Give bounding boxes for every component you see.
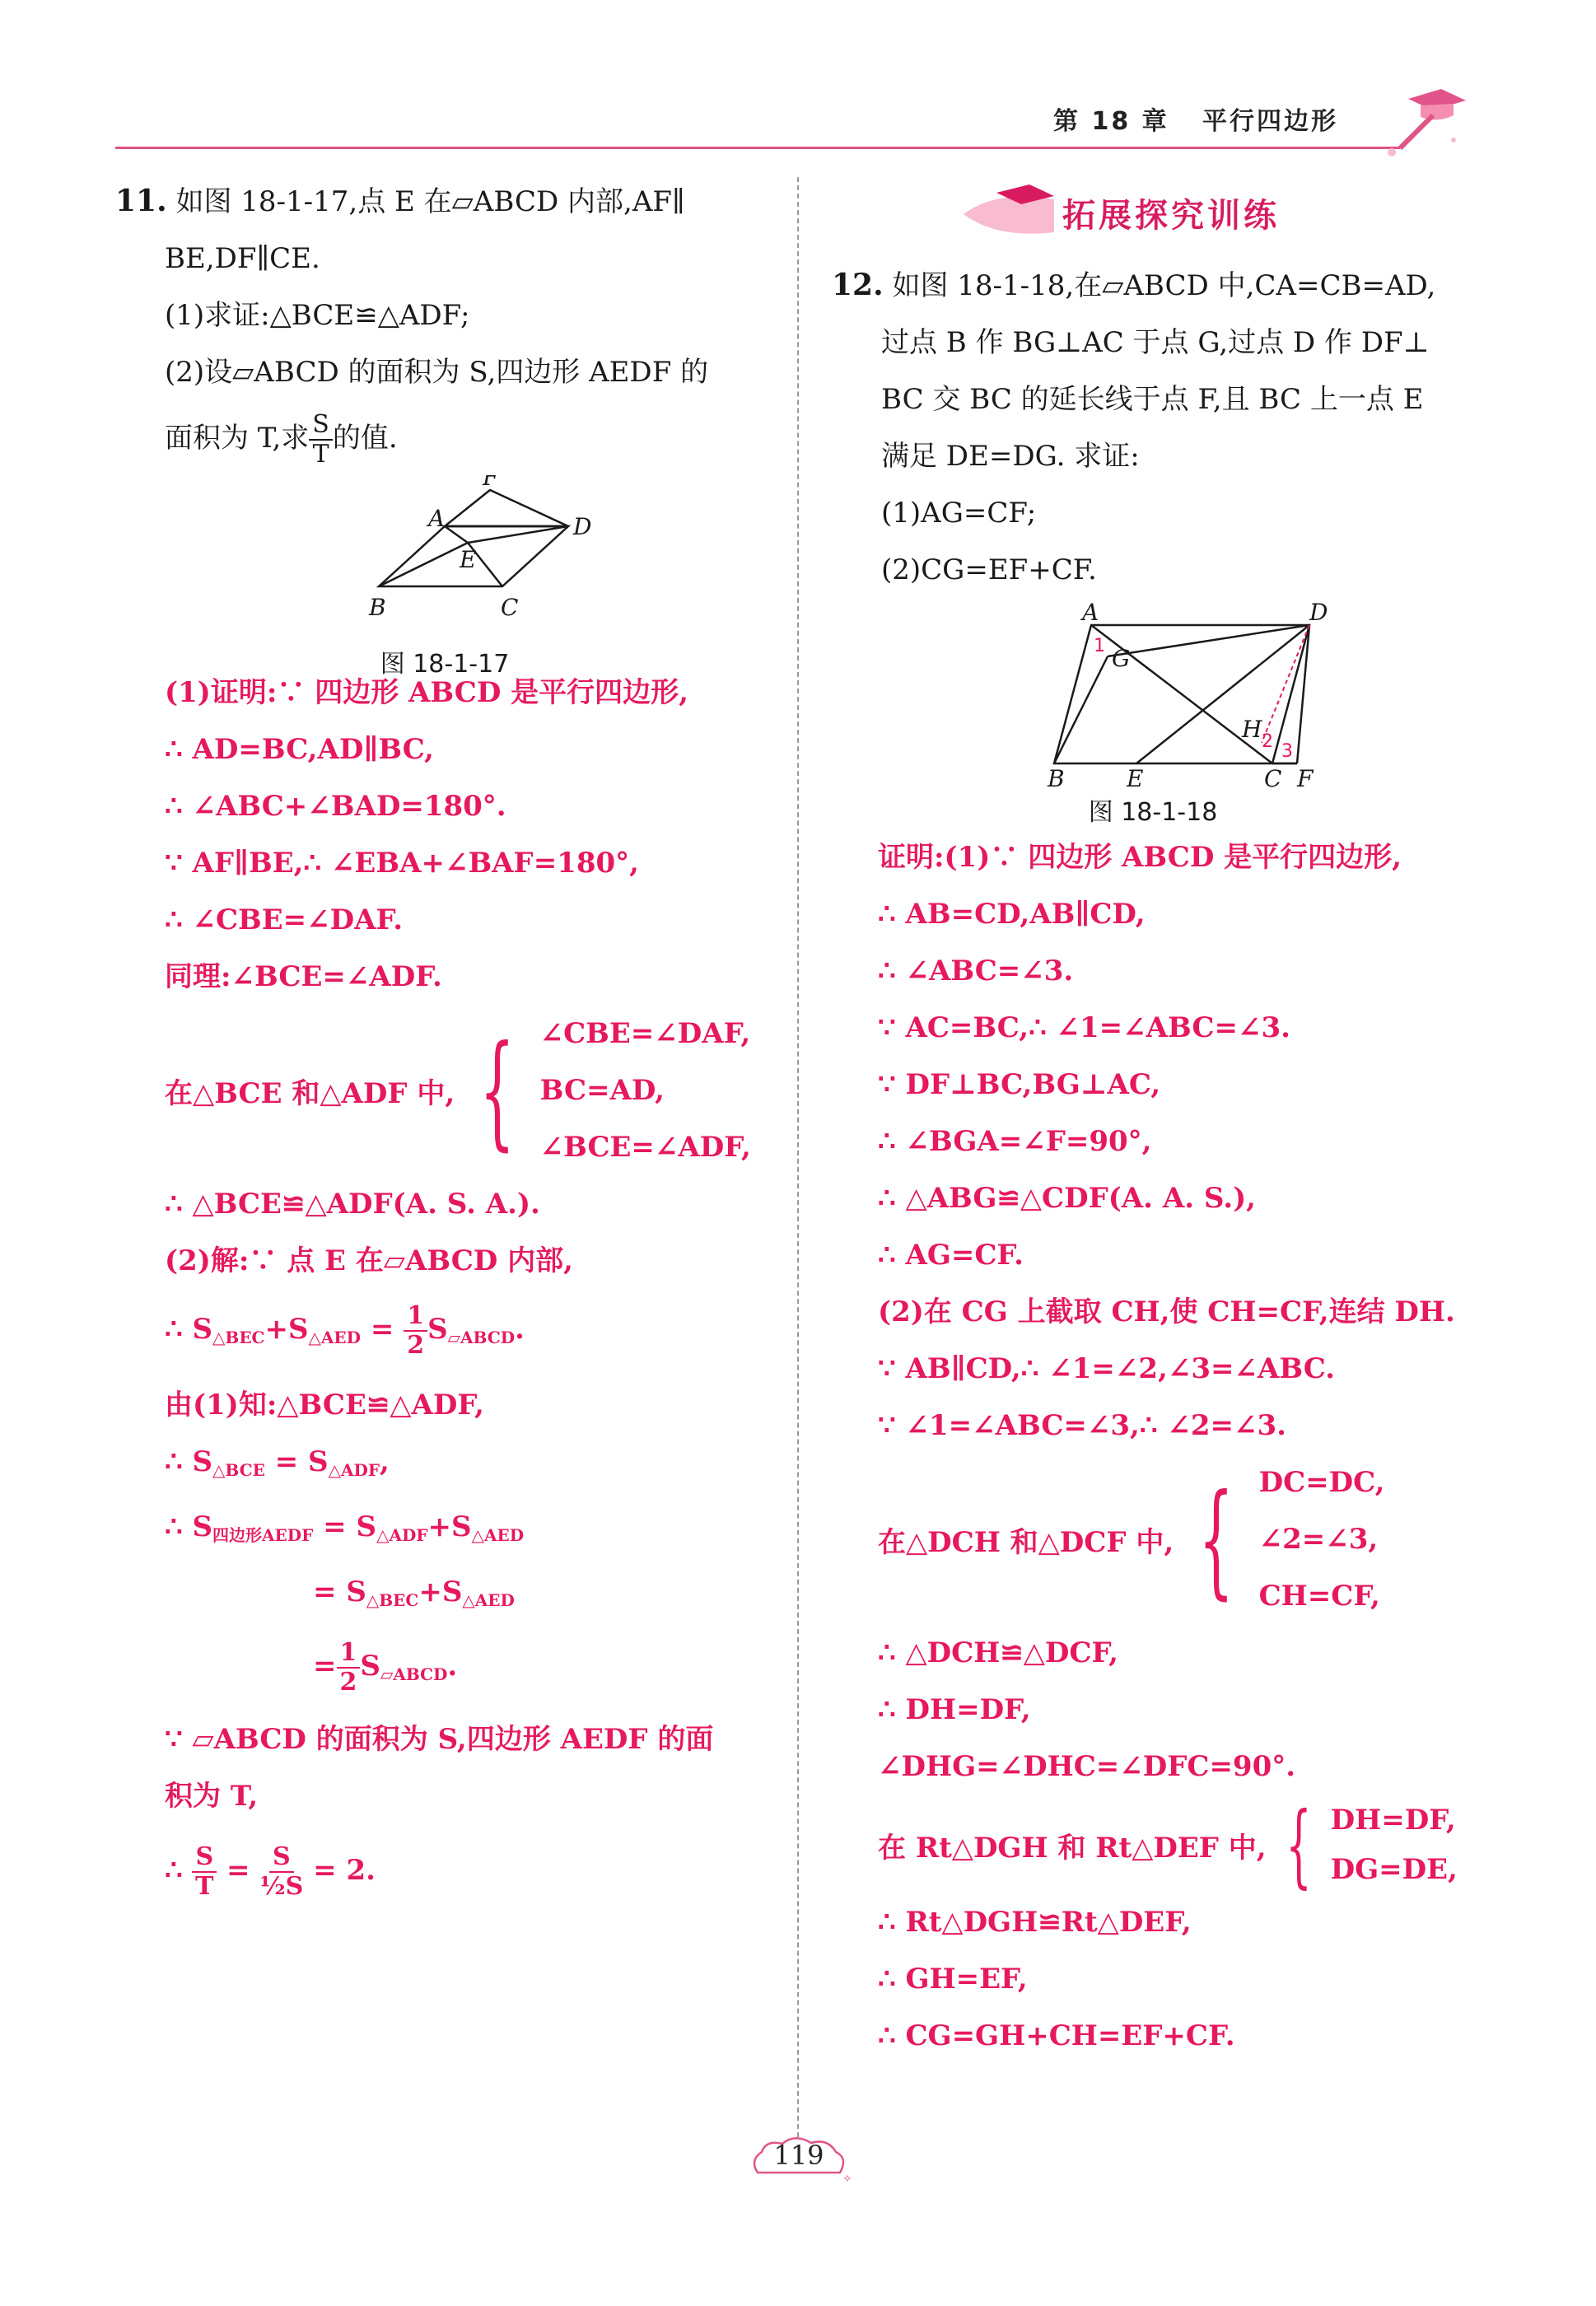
label-F: F [483,475,499,491]
question-12 [832,257,1491,2065]
svg-text:✧: ✧ [842,2173,852,2186]
banner-title: 拓展探究训练 [1062,197,1280,235]
q12-brace-system-1: 在△DCH 和△DCF 中, { DC=DC, ∠2=∠3, CH=CF, [878,1466,1385,1613]
q12-stem-line3: BC 交 BC 的延长线于点 F,且 BC 上一点 E [881,383,1424,416]
q12-ans-l1: 证明:(1)∵ 四边形 ABCD 是平行四边形, [878,841,1402,874]
graduation-cap-pencil-icon [1375,82,1474,165]
q12-ans-l9: (2)在 CG 上截取 CH,使 CH=CF,连结 DH. [878,1295,1455,1328]
parallelogram-diagram-17 [321,475,618,640]
label-F: F [1297,765,1314,788]
q11-brace-system: 在△BCE 和△ADF 中, { ∠CBE=∠DAF, BC=AD, ∠BCE=∠ADF, [165,1017,751,1164]
label-H: H [1242,716,1262,743]
q11-ans-l6: 同理:∠BCE=∠ADF. [165,960,442,993]
label-D: D [1309,599,1328,626]
column-divider [797,177,799,2137]
q11-ans-l1: (1)证明:∵ 四边形 ABCD 是平行四边形, [165,676,689,709]
s-over-t-fraction: $\frac{S}{T}$ [309,411,333,469]
parallelogram-diagram-18 [1029,599,1359,788]
label-A: A [428,505,446,532]
q12-ans-l10: ∵ AB∥CD,∴ ∠1=∠2,∠3=∠ABC. [878,1352,1336,1385]
header-rule [115,147,1400,149]
q11-part2-cont: 面积为 T,求 $\frac{S}{T}$ 的值. [165,410,398,469]
figure-18-1-18 [1029,599,1359,829]
label-G: G [1112,645,1131,672]
q11-ans-l8: (2)解:∵ 点 E 在▱ABCD 内部, [165,1244,573,1277]
q11-ans-l17: ∴ $\frac{S}{T}$ = $\frac{S}{\text{½S}}$ = 2. [165,1842,376,1901]
q11-stem-line1: 11. 如图 18-1-17,点 E 在▱ABCD 内部,AF∥ [115,184,685,218]
label-C: C [1264,765,1282,788]
q12-ans-l4: ∵ AC=BC,∴ ∠1=∠ABC=∠3. [878,1011,1290,1044]
chapter-name: 平行四边形 [1202,107,1338,136]
page-header [115,82,1474,165]
q12-part2: (2)CG=EF+CF. [881,553,1097,586]
q12-ans-l5: ∵ DF⊥BC,BG⊥AC, [878,1068,1161,1101]
angle-2: 2 [1262,731,1273,752]
question-11 [115,173,774,1916]
q12-stem-line2: 过点 B 作 BG⊥AC 于点 G,过点 D 作 DF⊥ [881,326,1430,359]
q11-ans-l12: ∴ $S_{四边形AEDF} = S_{\triangle ADF}+S_{\triangle AED}$ [165,1510,525,1545]
q12-ans-l7: ∴ △ABG≌△CDF(A. A. S.), [878,1182,1257,1215]
q11-ans-l2: ∴ AD=BC,AD∥BC, [165,733,435,766]
chapter-number: 第 18 章 [1053,107,1169,136]
label-B: B [369,594,386,621]
q11-ans-l3: ∴ ∠ABC+∠BAD=180°. [165,790,506,823]
q12-number: 12. [832,268,884,302]
figure-caption-17: 图 18-1-17 [380,650,510,679]
q12-ans-l12: ∴ △DCH≌△DCF, [878,1636,1119,1669]
left-brace: { [1285,1792,1312,1898]
q11-ans-l5: ∴ ∠CBE=∠DAF. [165,903,404,936]
q11-ans-l16: 积为 T, [165,1780,259,1813]
q11-stem-line2: BE,DF∥CE. [165,242,320,275]
q12-ans-l2: ∴ AB=CD,AB∥CD, [878,898,1146,931]
q11-ans-l14: = $\frac{1}{2}$ $S_{▱ABCD}$. [313,1638,458,1697]
figure-caption-18: 图 18-1-18 [1088,798,1218,827]
q12-ans-l14: ∠DHG=∠DHC=∠DFC=90°. [878,1750,1296,1783]
q11-ans-l9: ∴ $S_{\triangle BEC}+S_{\triangle AED}$ = $\frac{1}{2}$ $S_{▱ABCD}$. [165,1301,525,1360]
label-D: D [573,513,592,540]
figure-18-1-17 [321,475,618,679]
angle-3: 3 [1281,741,1293,762]
q12-ans-l11: ∵ ∠1=∠ABC=∠3,∴ ∠2=∠3. [878,1409,1286,1442]
q11-part1: (1)求证:△BCE≌△ADF; [165,299,470,332]
page-number: ✧ 119 [745,2131,852,2189]
q12-brace-system-2: 在 Rt△DGH 和 Rt△DEF 中, { DH=DF, DG=DE, [878,1792,1458,1898]
q12-ans-l6: ∴ ∠BGA=∠F=90°, [878,1125,1152,1158]
q11-ans-l13: = $S_{\triangle BEC}+S_{\triangle AED}$ [313,1575,515,1610]
q12-ans-l15: ∴ Rt△DGH≌Rt△DEF, [878,1906,1192,1939]
q12-ans-l17: ∴ CG=GH+CH=EF+CF. [878,2019,1235,2052]
q12-ans-l13: ∴ DH=DF, [878,1693,1031,1726]
q12-ans-l16: ∴ GH=EF, [878,1963,1028,1996]
q12-ans-l3: ∴ ∠ABC=∠3. [878,955,1074,987]
left-brace: { [1198,1468,1234,1612]
label-C: C [501,594,519,621]
q11-part2: (2)设▱ABCD 的面积为 S,四边形 AEDF 的 [165,356,709,389]
label-E: E [1127,765,1144,788]
chapter-title [1053,100,1338,137]
label-B: B [1048,765,1065,788]
label-A: A [1082,599,1099,626]
left-brace: { [479,1019,516,1163]
q12-stem-line4: 满足 DE=DG. 求证: [881,440,1140,473]
q12-ans-l8: ∴ AG=CF. [878,1239,1024,1272]
q11-ans-l11: ∴ $S_{\triangle BCE} = S_{\triangle ADF}$, [165,1445,390,1480]
angle-1: 1 [1094,636,1105,656]
q12-stem-line1: 12. 如图 18-1-18,在▱ABCD 中,CA=CB=AD, [832,268,1436,302]
q11-ans-l15: ∵ ▱ABCD 的面积为 S,四边形 AEDF 的面 [165,1723,714,1756]
q11-ans-l4: ∵ AF∥BE,∴ ∠EBA+∠BAF=180°, [165,847,639,880]
q11-ans-l7: ∴ △BCE≌△ADF(A. S. A.). [165,1188,540,1221]
q12-part1: (1)AG=CF; [881,497,1037,530]
q11-number: 11. [115,184,167,218]
label-E: E [460,546,477,573]
extension-training-banner [947,181,1342,247]
q11-ans-l10: 由(1)知:△BCE≌△ADF, [165,1389,484,1421]
